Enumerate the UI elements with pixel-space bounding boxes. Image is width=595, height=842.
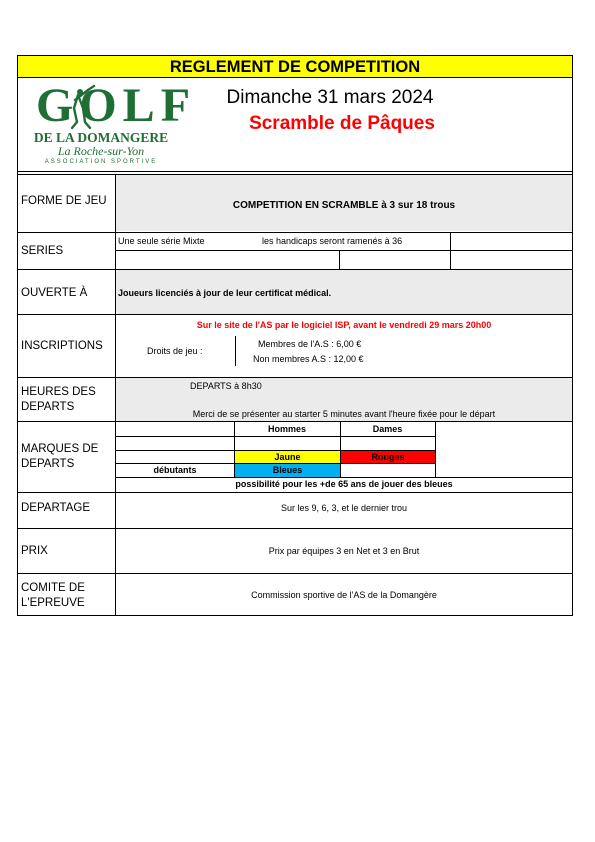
label-forme-de-jeu: FORME DE JEU [21,195,107,207]
ouverte-value: Joueurs licenciés à jour de leur certificat médical. [118,288,332,298]
label-comite-line1: COMITE DE [21,582,85,594]
logo-assoc: ASSOCIATION SPORTIVE [44,159,158,165]
label-heures-line1: HEURES DES [21,386,96,398]
event-name: Scramble de Pâques [249,113,435,134]
label-heures-line2: DEPARTS [21,401,75,413]
logo-city: La Roche-sur-Yon [57,144,145,158]
prix-value: Prix par équipes 3 en Net et 3 en Brut [268,546,420,556]
label-ouverte: OUVERTE À [21,287,88,299]
label-comite-line2: L'EPREUVE [21,597,85,609]
tee-jaune: Jaune [235,451,340,463]
heures-departs: DEPARTS à 8h30 [190,381,262,391]
tee-header-hommes: Hommes [267,424,306,434]
label-departage: DEPARTAGE [21,502,91,514]
forme-de-jeu-value: COMPETITION EN SCRAMBLE à 3 sur 18 trous [232,200,456,211]
logo-brand: GOLF [36,79,197,132]
tee-header-dames: Dames [372,424,403,434]
marques-note: possibilité pour les +de 65 ans de jouer des bleues [235,479,453,489]
event-date: Dimanche 31 mars 2024 [226,87,434,108]
comite-value: Commission sportive de l'AS de la Domangère [251,590,437,600]
tee-debutants-label: débutants [153,465,197,475]
label-prix: PRIX [21,545,48,557]
label-inscriptions: INSCRIPTIONS [21,340,103,352]
tee-rouges: Rouges [341,451,435,463]
label-marques-line1: MARQUES DE [21,443,99,455]
heures-note: Merci de se présenter au starter 5 minutes avant l'heure fixée pour le départ [192,409,496,419]
droits-de-jeu-label: Droits de jeu : [147,346,203,356]
series-value: Une seule série Mixte [118,236,205,246]
label-marques-line2: DEPARTS [21,458,75,470]
logo-club: DE LA DOMANGERE [33,130,169,145]
departage-value: Sur les 9, 6, 3, et le dernier trou [280,503,408,513]
series-handicap: les handicaps seront ramenés à 36 [262,236,403,246]
tarif-non-membres: Non membres A.S : 12,00 € [253,354,364,364]
inscriptions-info: Sur le site de l'AS par le logiciel ISP, avant le vendredi 29 mars 20h00 [196,320,492,330]
page-title: REGLEMENT DE COMPETITION [18,56,572,78]
tee-bleues: Bleues [235,464,340,477]
label-series: SERIES [21,245,64,257]
tarif-membres: Membres de l'A.S : 6,00 € [258,339,362,349]
